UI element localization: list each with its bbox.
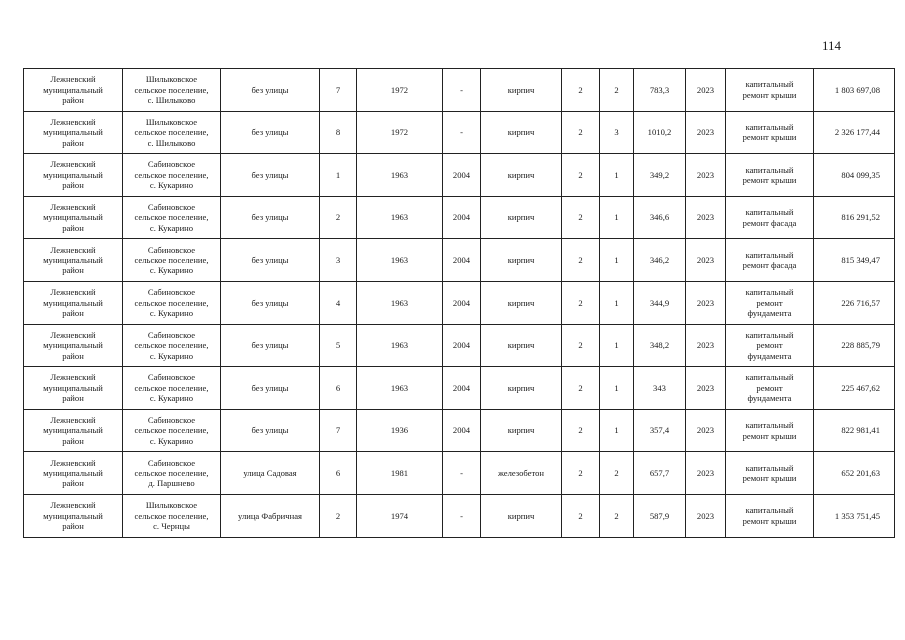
cost-cell: 226 716,57: [814, 281, 895, 324]
area-cell: 348,2: [634, 324, 686, 367]
table-row: [24, 367, 895, 410]
entrances-cell: 2: [600, 452, 634, 495]
build-year-cell: 1974: [357, 494, 443, 537]
district-cell: Лежневский муниципальный район: [24, 239, 123, 282]
cost-cell: 804 099,35: [814, 154, 895, 197]
entrances-cell: 1: [600, 281, 634, 324]
settlement-cell: Шилыковское сельское поселение, с. Шилыково: [123, 69, 221, 112]
repair-type-cell: капитальный ремонт фундамента: [726, 367, 814, 410]
wall-material-cell: кирпич: [481, 239, 562, 282]
renovation-year-cell: -: [443, 69, 481, 112]
street-cell: без улицы: [221, 324, 320, 367]
floors-cell: 2: [562, 452, 600, 495]
repair-type-cell: капитальный ремонт крыши: [726, 69, 814, 112]
table-row: [24, 69, 895, 112]
district-cell: Лежневский муниципальный район: [24, 452, 123, 495]
repair-type-cell: капитальный ремонт крыши: [726, 409, 814, 452]
table-row: [24, 196, 895, 239]
repair-type-cell: капитальный ремонт фундамента: [726, 281, 814, 324]
plan-year-cell: 2023: [686, 111, 726, 154]
repair-type-cell: капитальный ремонт фасада: [726, 196, 814, 239]
district-cell: Лежневский муниципальный район: [24, 154, 123, 197]
settlement-cell: Сабиновское сельское поселение, с. Кукарино: [123, 154, 221, 197]
build-year-cell: 1963: [357, 367, 443, 410]
wall-material-cell: кирпич: [481, 409, 562, 452]
district-cell: Лежневский муниципальный район: [24, 367, 123, 410]
floors-cell: 2: [562, 196, 600, 239]
wall-material-cell: кирпич: [481, 367, 562, 410]
plan-year-cell: 2023: [686, 324, 726, 367]
renovation-year-cell: 2004: [443, 239, 481, 282]
area-cell: 344,9: [634, 281, 686, 324]
cost-cell: 652 201,63: [814, 452, 895, 495]
entrances-cell: 2: [600, 494, 634, 537]
floors-cell: 2: [562, 494, 600, 537]
house-number-cell: 6: [320, 367, 357, 410]
district-cell: Лежневский муниципальный район: [24, 324, 123, 367]
cost-cell: 816 291,52: [814, 196, 895, 239]
renovation-year-cell: 2004: [443, 367, 481, 410]
plan-year-cell: 2023: [686, 409, 726, 452]
wall-material-cell: кирпич: [481, 281, 562, 324]
cost-cell: 1 803 697,08: [814, 69, 895, 112]
build-year-cell: 1963: [357, 281, 443, 324]
table-row: [24, 111, 895, 154]
settlement-cell: Сабиновское сельское поселение, д. Паршнево: [123, 452, 221, 495]
repair-type-cell: капитальный ремонт фасада: [726, 239, 814, 282]
wall-material-cell: кирпич: [481, 196, 562, 239]
renovation-year-cell: 2004: [443, 154, 481, 197]
wall-material-cell: кирпич: [481, 494, 562, 537]
table-row: [24, 239, 895, 282]
street-cell: без улицы: [221, 154, 320, 197]
settlement-cell: Сабиновское сельское поселение, с. Кукарино: [123, 239, 221, 282]
cost-cell: 225 467,62: [814, 367, 895, 410]
wall-material-cell: железобетон: [481, 452, 562, 495]
area-cell: 346,2: [634, 239, 686, 282]
floors-cell: 2: [562, 69, 600, 112]
plan-year-cell: 2023: [686, 281, 726, 324]
floors-cell: 2: [562, 239, 600, 282]
renovation-year-cell: -: [443, 452, 481, 495]
entrances-cell: 1: [600, 154, 634, 197]
wall-material-cell: кирпич: [481, 69, 562, 112]
district-cell: Лежневский муниципальный район: [24, 111, 123, 154]
entrances-cell: 1: [600, 409, 634, 452]
plan-year-cell: 2023: [686, 494, 726, 537]
build-year-cell: 1963: [357, 154, 443, 197]
entrances-cell: 1: [600, 367, 634, 410]
floors-cell: 2: [562, 111, 600, 154]
entrances-cell: 3: [600, 111, 634, 154]
house-number-cell: 8: [320, 111, 357, 154]
house-number-cell: 2: [320, 196, 357, 239]
settlement-cell: Шилыковское сельское поселение, с. Чернцы: [123, 494, 221, 537]
floors-cell: 2: [562, 409, 600, 452]
entrances-cell: 2: [600, 69, 634, 112]
area-cell: 357,4: [634, 409, 686, 452]
floors-cell: 2: [562, 281, 600, 324]
renovation-year-cell: -: [443, 111, 481, 154]
street-cell: без улицы: [221, 239, 320, 282]
settlement-cell: Сабиновское сельское поселение, с. Кукарино: [123, 367, 221, 410]
plan-year-cell: 2023: [686, 239, 726, 282]
wall-material-cell: кирпич: [481, 111, 562, 154]
house-number-cell: 1: [320, 154, 357, 197]
renovation-year-cell: 2004: [443, 324, 481, 367]
table-row: [24, 281, 895, 324]
wall-material-cell: кирпич: [481, 324, 562, 367]
repair-type-cell: капитальный ремонт крыши: [726, 154, 814, 197]
house-number-cell: 4: [320, 281, 357, 324]
housing-repair-table: [23, 68, 895, 538]
repair-type-cell: капитальный ремонт крыши: [726, 452, 814, 495]
area-cell: 349,2: [634, 154, 686, 197]
cost-cell: 815 349,47: [814, 239, 895, 282]
street-cell: без улицы: [221, 281, 320, 324]
plan-year-cell: 2023: [686, 452, 726, 495]
floors-cell: 2: [562, 324, 600, 367]
renovation-year-cell: 2004: [443, 281, 481, 324]
table-row: [24, 409, 895, 452]
street-cell: без улицы: [221, 196, 320, 239]
build-year-cell: 1963: [357, 239, 443, 282]
house-number-cell: 5: [320, 324, 357, 367]
repair-type-cell: капитальный ремонт крыши: [726, 111, 814, 154]
area-cell: 657,7: [634, 452, 686, 495]
house-number-cell: 3: [320, 239, 357, 282]
area-cell: 346,6: [634, 196, 686, 239]
street-cell: без улицы: [221, 69, 320, 112]
repair-type-cell: капитальный ремонт крыши: [726, 494, 814, 537]
entrances-cell: 1: [600, 324, 634, 367]
plan-year-cell: 2023: [686, 69, 726, 112]
cost-cell: 228 885,79: [814, 324, 895, 367]
street-cell: улица Фабричная: [221, 494, 320, 537]
plan-year-cell: 2023: [686, 367, 726, 410]
build-year-cell: 1936: [357, 409, 443, 452]
settlement-cell: Сабиновское сельское поселение, с. Кукарино: [123, 196, 221, 239]
district-cell: Лежневский муниципальный район: [24, 494, 123, 537]
table-row: [24, 324, 895, 367]
district-cell: Лежневский муниципальный район: [24, 281, 123, 324]
repair-type-cell: капитальный ремонт фундамента: [726, 324, 814, 367]
street-cell: без улицы: [221, 111, 320, 154]
settlement-cell: Сабиновское сельское поселение, с. Кукарино: [123, 281, 221, 324]
table-row: [24, 494, 895, 537]
build-year-cell: 1981: [357, 452, 443, 495]
area-cell: 343: [634, 367, 686, 410]
area-cell: 587,9: [634, 494, 686, 537]
renovation-year-cell: -: [443, 494, 481, 537]
settlement-cell: Сабиновское сельское поселение, с. Кукарино: [123, 324, 221, 367]
district-cell: Лежневский муниципальный район: [24, 409, 123, 452]
area-cell: 783,3: [634, 69, 686, 112]
settlement-cell: Шилыковское сельское поселение, с. Шилыково: [123, 111, 221, 154]
build-year-cell: 1972: [357, 69, 443, 112]
build-year-cell: 1963: [357, 324, 443, 367]
plan-year-cell: 2023: [686, 196, 726, 239]
house-number-cell: 7: [320, 69, 357, 112]
district-cell: Лежневский муниципальный район: [24, 69, 123, 112]
floors-cell: 2: [562, 154, 600, 197]
table-body: [24, 69, 895, 538]
settlement-cell: Сабиновское сельское поселение, с. Кукарино: [123, 409, 221, 452]
renovation-year-cell: 2004: [443, 196, 481, 239]
renovation-year-cell: 2004: [443, 409, 481, 452]
cost-cell: 822 981,41: [814, 409, 895, 452]
page-number: 114: [822, 38, 842, 53]
build-year-cell: 1972: [357, 111, 443, 154]
table-row: [24, 452, 895, 495]
street-cell: без улицы: [221, 367, 320, 410]
area-cell: 1010,2: [634, 111, 686, 154]
floors-cell: 2: [562, 367, 600, 410]
house-number-cell: 6: [320, 452, 357, 495]
wall-material-cell: кирпич: [481, 154, 562, 197]
table-row: [24, 154, 895, 197]
street-cell: улица Садовая: [221, 452, 320, 495]
house-number-cell: 7: [320, 409, 357, 452]
cost-cell: 2 326 177,44: [814, 111, 895, 154]
build-year-cell: 1963: [357, 196, 443, 239]
entrances-cell: 1: [600, 196, 634, 239]
entrances-cell: 1: [600, 239, 634, 282]
street-cell: без улицы: [221, 409, 320, 452]
house-number-cell: 2: [320, 494, 357, 537]
plan-year-cell: 2023: [686, 154, 726, 197]
district-cell: Лежневский муниципальный район: [24, 196, 123, 239]
cost-cell: 1 353 751,45: [814, 494, 895, 537]
